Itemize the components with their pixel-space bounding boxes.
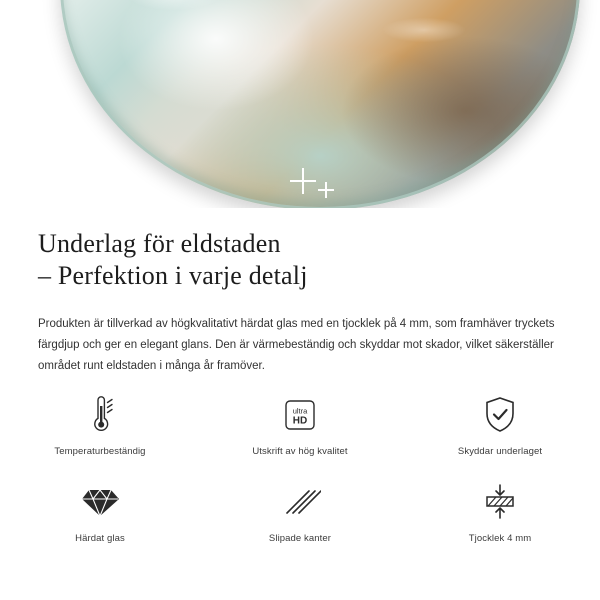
- svg-text:ultra: ultra: [292, 406, 308, 416]
- page-title: [38, 228, 562, 292]
- page-title-line-2: – Perfektion i varje detalj: [38, 261, 308, 290]
- feature-label: Härdat glas: [75, 533, 125, 544]
- thickness-icon: [478, 479, 522, 525]
- polished-edges-icon: [279, 479, 321, 525]
- thermometer-icon: [80, 392, 120, 438]
- shield-check-icon: [480, 392, 520, 438]
- hero-image-inner: [0, 0, 600, 208]
- feature-item-tempered-glass: [0, 479, 200, 544]
- feature-item-surface-protection: [400, 392, 600, 457]
- feature-item-thickness: [400, 479, 600, 544]
- feature-label: Utskrift av hög kvalitet: [252, 446, 348, 457]
- diamond-icon: [79, 479, 121, 525]
- svg-text:HD: HD: [292, 415, 308, 427]
- feature-label: Tjocklek 4 mm: [468, 533, 532, 544]
- feature-grid: [0, 392, 600, 544]
- feature-item-temperature-resistant: [0, 392, 200, 457]
- feature-item-polished-edges: [200, 479, 400, 544]
- feature-label: Temperaturbeständig: [54, 446, 146, 457]
- feature-label: Slipade kanter: [268, 533, 332, 544]
- feature-item-print-quality: [200, 392, 400, 457]
- hero-image: [0, 0, 600, 208]
- product-description: Produkten är tillverkad av högkvalitativt härdat glas med en tjocklek på 4 mm, som framhäver tryckets färgdjup och ger en elegant glans. Den är värmebeständig och skyddar mot skador, vilket säkerställer området runt eldstaden i många år framöver.: [38, 318, 555, 372]
- text-content: [0, 228, 600, 377]
- round-glass-board-graphic: [60, 0, 580, 208]
- page-title-line-1: Underlag för eldstaden: [38, 229, 281, 258]
- ultra-hd-icon: [279, 392, 321, 438]
- feature-label: Skyddar underlaget: [457, 446, 543, 457]
